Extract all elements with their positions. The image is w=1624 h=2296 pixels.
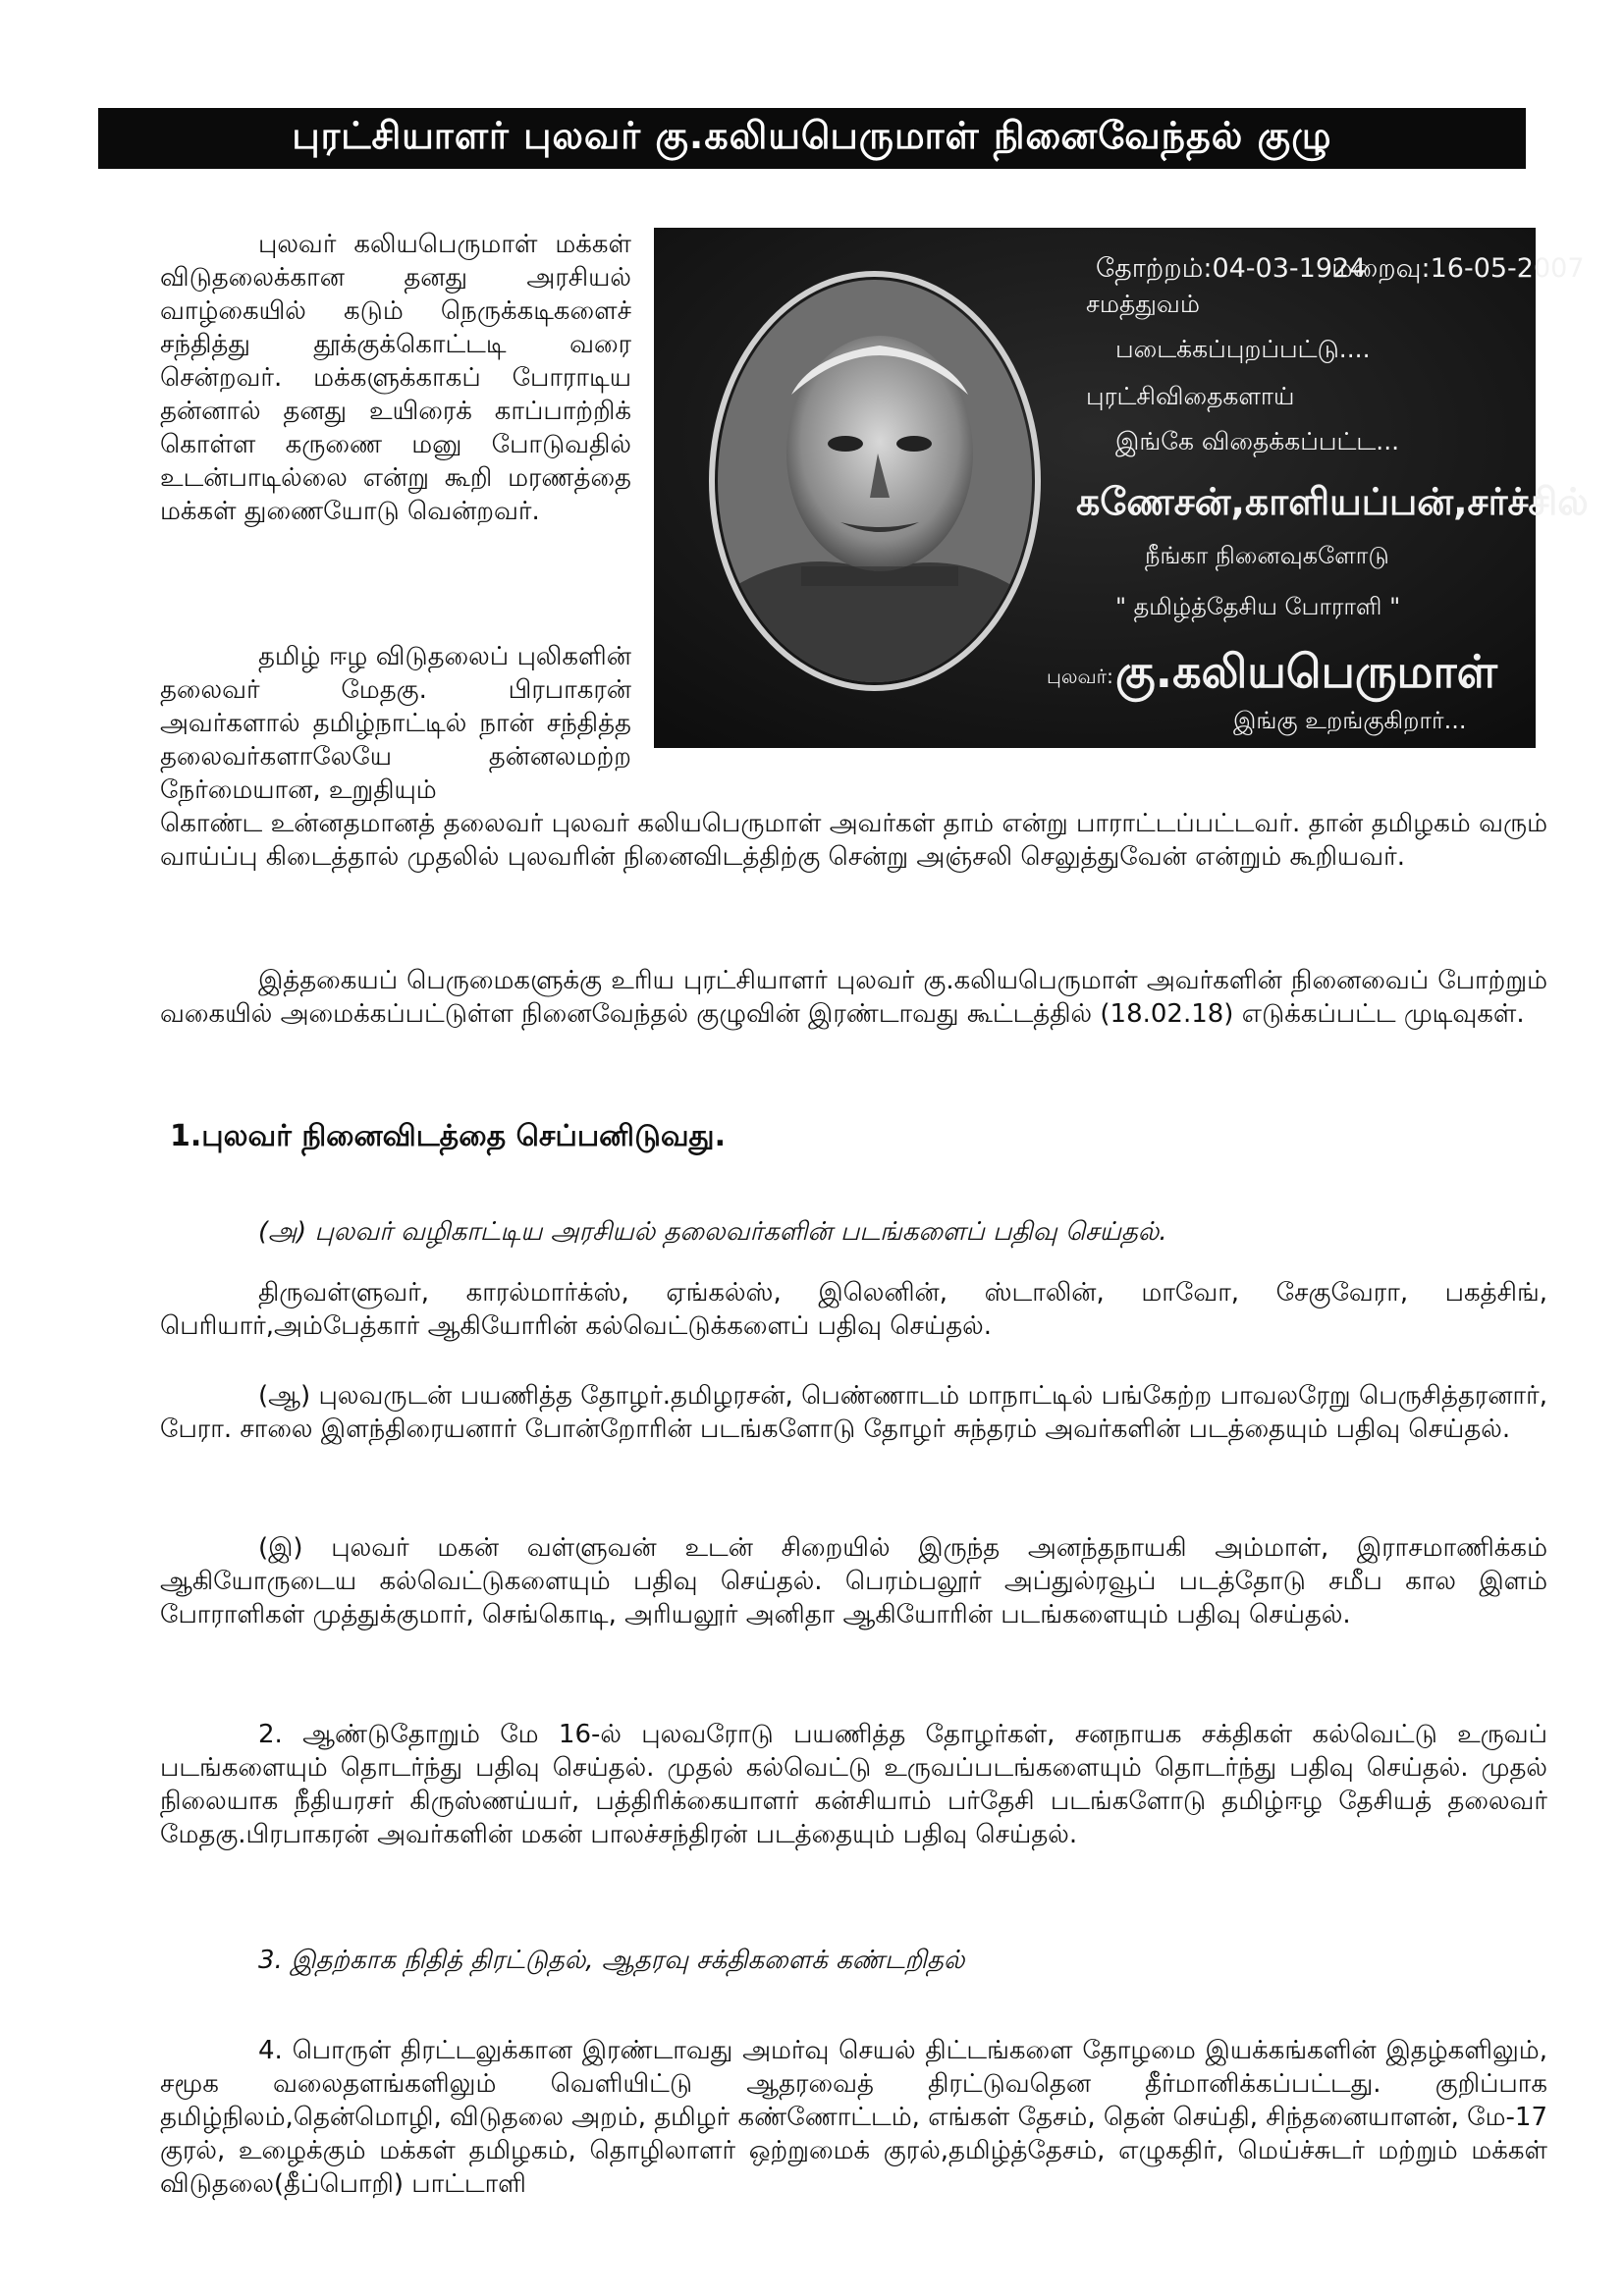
section-1-heading: 1.புலவர் நினைவிடத்தை செப்பனிடுவது. bbox=[170, 1119, 726, 1153]
section-1-item-aa: (ஆ) புலவருடன் பயணித்த தோழர்.தமிழரசன், பெண்ணாடம் மாநாட்டில் பங்கேற்ற பாவலரேறு பெருசித்தரனார், பேரா. சாலை இளந்திரையனார் போன்றோரின் படங்களோடு தோழர் சுந்தரம் அவர்களின் படத்தையும் பதிவு செய்தல். bbox=[160, 1381, 1547, 1444]
photo-line-2: படைக்கப்புறப்பட்டு.... bbox=[1115, 335, 1371, 363]
photo-name-prefix: புலவர்: bbox=[1047, 665, 1113, 688]
intro-paragraph-2-continued: கொண்ட உன்னதமானத் தலைவர் புலவர் கலியபெருமாள் அவர்கள் தாம் என்று பாராட்டப்பட்டவர். தான் தமிழகம் வரும் வாய்ப்பு கிடைத்தால் முதலில் புலவரின் நினைவிடத்திற்கு சென்று அஞ்சலி செலுத்துவேன் என்றும் கூறியவர். bbox=[160, 809, 1547, 872]
photo-line-1: சமத்துவம் bbox=[1086, 290, 1200, 318]
photo-line-3: புரட்சிவிதைகளாய் bbox=[1086, 382, 1295, 410]
photo-died: மறைவு:16-05-2007 bbox=[1331, 253, 1585, 284]
photo-line-7: " தமிழ்த்தேசிய போராளி " bbox=[1115, 593, 1401, 620]
memorial-stone-photo bbox=[654, 228, 1589, 748]
section-1-item-a: (அ) புலவர் வழிகாட்டிய அரசியல் தலைவர்களின் படங்களைப் பதிவு செய்தல். bbox=[258, 1217, 1167, 1247]
page-banner: புரட்சியாளர் புலவர் கு.கலியபெருமாள் நினைவேந்தல் குழு bbox=[98, 108, 1526, 169]
intro-paragraph-3: இத்தகையப் பெருமைகளுக்கு உரிய புரட்சியாளர் புலவர் கு.கலியபெருமாள் அவர்களின் நினைவைப் போற்றும் வகையில் அமைக்கப்பட்டுள்ள நினைவேந்தல் குழுவின் இரண்டாவது கூட்டத்தில் (18.02.18) எடுக்கப்பட்ட முடிவுகள். bbox=[160, 966, 1547, 1029]
photo-line-6: நீங்கா நினைவுகளோடு bbox=[1145, 542, 1389, 569]
decision-item-4: 4. பொருள் திரட்டலுக்கான இரண்டாவது அமர்வு செயல் திட்டங்களை தோழமை இயக்கங்களின் இதழ்களிலும், சமூக வலைதளங்களிலும் வெளியிட்டு ஆதரவைத் திரட்டுவதென தீர்மானிக்கப்பட்டது. குறிப்பாக தமிழ்நிலம்,தென்மொழி, விடுதலை அறம், தமிழர் கண்ணோட்டம், எங்கள் தேசம், தென் செய்தி, சிந்தனையாளன், மே-17 குரல், உழைக்கும் மக்கள் தமிழகம், தொழிலாளர் ஒற்றுமைக் குரல்,தமிழ்த்தேசம், எழுகதிர், மெய்ச்சுடர் மற்றும் மக்கள் விடுதலை(தீப்பொறி) பாட்டாளி bbox=[160, 2036, 1547, 2199]
photo-line-4: இங்கே விதைக்கப்பட்ட... bbox=[1115, 427, 1400, 455]
photo-line-5: கணேசன்,காளியப்பன்,சர்ச்சில் bbox=[1076, 480, 1589, 523]
photo-footer: இங்கு உறங்குகிறார்... bbox=[1233, 707, 1467, 734]
section-1-leaders-list: திருவள்ளுவர், காரல்மார்க்ஸ், ஏங்கல்ஸ், இலெனின், ஸ்டாலின், மாவோ, சேகுவேரா, பகத்சிங், பெரியார்,அம்பேத்கார் ஆகியோரின் கல்வெட்டுக்களைப் பதிவு செய்தல். bbox=[160, 1278, 1547, 1341]
section-1-item-i: (இ) புலவர் மகன் வள்ளுவன் உடன் சிறையில் இருந்த அனந்தநாயகி அம்மாள், இராசமாணிக்கம் ஆகியோருடைய கல்வெட்டுகளையும் பதிவு செய்தல். பெரம்பலூர் அப்துல்ரவூப் படத்தோடு சமீப கால இளம் போராளிகள் முத்துக்குமார், செங்கொடி, அரியலூர் அனிதா ஆகியோரின் படங்களையும் பதிவு செய்தல். bbox=[160, 1533, 1547, 1629]
intro-paragraph-2-side: தமிழ் ஈழ விடுதலைப் புலிகளின் தலைவர் மேதகு. பிரபாகரன் அவர்களால் தமிழ்நாட்டில் நான் சந்தித்த தலைவர்களாலேயே தன்னலமற்ற நேர்மையான, உறுதியும் bbox=[160, 642, 631, 805]
photo-born: தோற்றம்:04-03-1924 bbox=[1096, 253, 1367, 284]
intro-paragraph-1: புலவர் கலியபெருமாள் மக்கள் விடுதலைக்கான தனது அரசியல் வாழ்கையில் கடும் நெருக்கடிகளைச் சந்தித்து தூக்குக்கொட்டடி வரை சென்றவர். மக்களுக்காகப் போராடிய தன்னால் தனது உயிரைக் காப்பாற்றிக் கொள்ள கருணை மனு போடுவதில் உடன்பாடில்லை என்று கூறி மரணத்தை மக்கள் துணையோடு வென்றவர். bbox=[160, 230, 631, 526]
decision-item-3: 3. இதற்காக நிதித் திரட்டுதல், ஆதரவு சக்திகளைக் கண்டறிதல் bbox=[258, 1946, 965, 1975]
decision-item-2: 2. ஆண்டுதோறும் மே 16-ல் புலவரோடு பயணித்த தோழர்கள், சனநாயக சக்திகள் கல்வெட்டு உருவப் படங்களையும் தொடர்ந்து பதிவு செய்தல். முதல் கல்வெட்டு உருவப்படங்களையும் தொடர்ந்து பதிவு செய்தல். முதல் நிலையாக நீதியரசர் கிருஸ்ணய்யர், பத்திரிக்கையாளர் கன்சியாம் பர்தேசி படங்களோடு தமிழ்ஈழ தேசியத் தலைவர் மேதகு.பிரபாகரன் அவர்களின் மகன் பாலச்சந்திரன் படத்தையும் பதிவு செய்தல். bbox=[160, 1720, 1547, 1849]
photo-name: கு.கலியபெருமாள் bbox=[1115, 645, 1498, 698]
